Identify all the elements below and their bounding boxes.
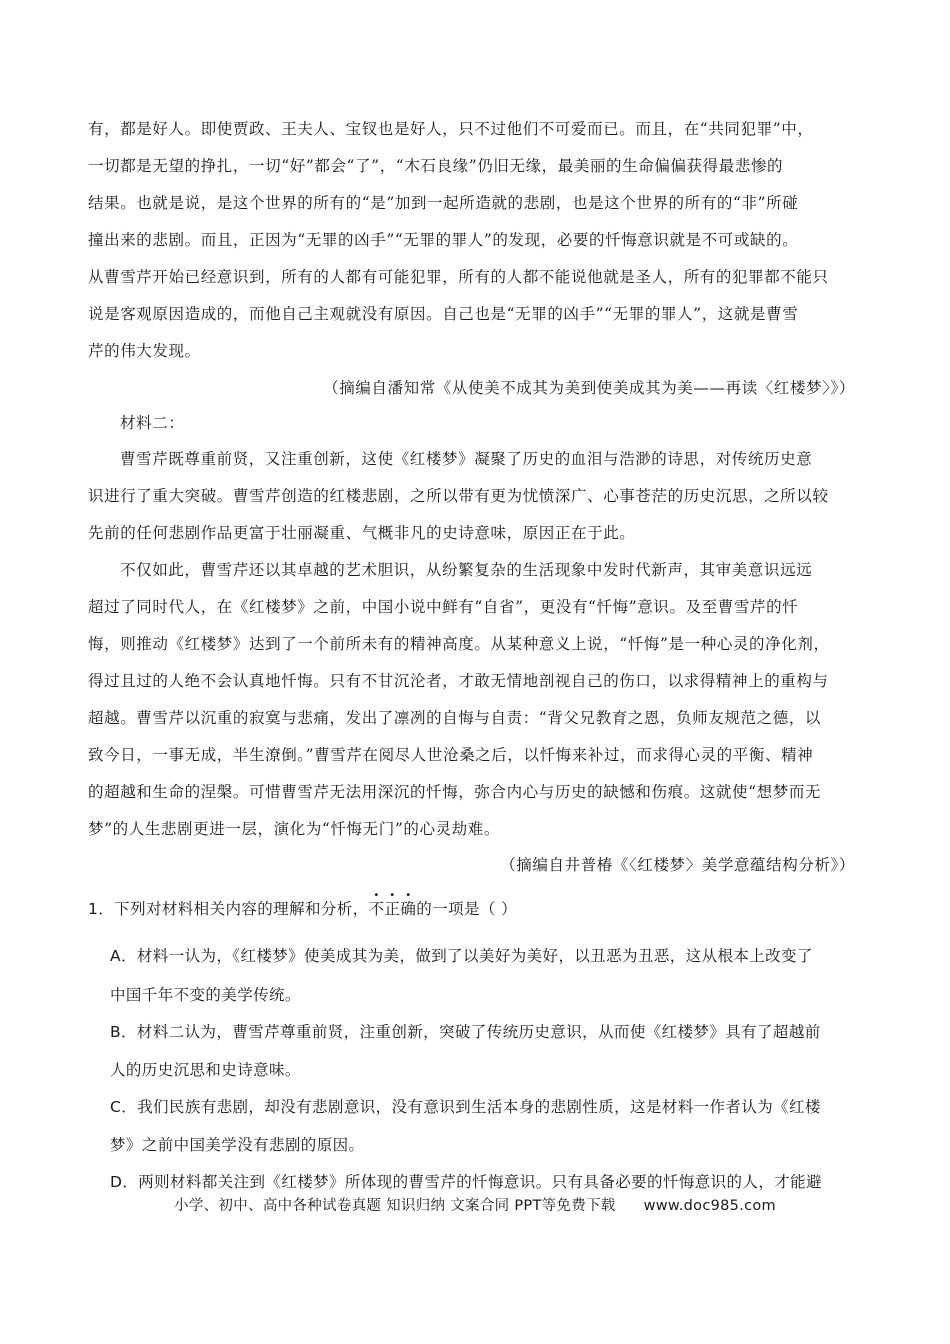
material2-line: 超越。曹雪芹以沉重的寂寞与悲痛，发出了凛冽的自悔与自责：“背父兄教育之恩，负师友规范之德，以 xyxy=(88,709,822,727)
material1-line: 说是客观原因造成的，而他自己主观就没有原因。自己也是“无罪的凶手”“无罪的罪人”，这就是曹雪 xyxy=(88,305,799,323)
option-d: D．两则材料都关注到《红楼梦》所体现的曹雪芹的忏悔意识。只有具备必要的忏悔意识的人，才能避 xyxy=(110,1173,822,1191)
option-b: B．材料二认为，曹雪芹尊重前贤，注重创新，突破了传统历史意识，从而使《红楼梦》具有了超越前 xyxy=(110,1023,821,1041)
material1-line: 撞出来的悲剧。而且，正因为“无罪的凶手”“无罪的罪人”的发现，必要的忏悔意识就是不可或缺的。 xyxy=(88,231,799,249)
material1-source: （摘编自潘知常《从使美不成其为美到使美成其为美——再读〈红楼梦〉》） xyxy=(323,379,855,397)
material2-line: 的超越和生命的涅槃。可惜曹雪芹无法用深沉的忏悔，弥合内心与历史的缺憾和伤痕。这就使“想梦而无 xyxy=(88,783,822,801)
question-stem xyxy=(88,890,518,920)
material2-line: 梦”的人生悲剧更进一层，演化为“忏悔无门”的心灵劫难。 xyxy=(88,820,500,838)
material2-line: 曹雪芹既尊重前贤，又注重创新，这使《红楼梦》凝聚了历史的血泪与浩渺的诗思，对传统历史意 xyxy=(120,450,813,468)
material2-line: 悔，则推动《红楼梦》达到了一个前所未有的精神高度。从某种意义上说，“忏悔”是一种心灵的净化剂， xyxy=(88,635,830,653)
question-suffix: 的一项是（ ） xyxy=(416,900,518,918)
material2-line: 致今日，一事无成，半生潦倒。”曹雪芹在阅尽人世沧桑之后，以忏悔来补过，而求得心灵的平衡、精神 xyxy=(88,746,814,764)
emphasis-char: • 正 xyxy=(384,890,401,918)
footer-text: 小学、初中、高中各种试卷真题 知识归纳 文案合同 PPT等免费下载 xyxy=(174,1198,616,1214)
material2-line: 不仅如此，曹雪芹还以其卓越的艺术胆识，从纷繁复杂的生活现象中发时代新声，其审美意识远远 xyxy=(120,561,813,579)
question-number: 1． xyxy=(88,900,115,918)
option-c: C．我们民族有悲剧，却没有悲剧意识，没有意识到生活本身的悲剧性质，这是材料一作者认为《红楼 xyxy=(110,1098,821,1116)
material2-line: 先前的任何悲剧作品更富于壮丽凝重、气概非凡的史诗意味，原因正在于此。 xyxy=(88,524,636,542)
emphasis-dot-icon: • xyxy=(373,890,380,901)
emphasis-dot-icon: • xyxy=(389,890,396,901)
footer-url[interactable]: www.doc985.com xyxy=(643,1198,776,1214)
material2-source: （摘编自井普椿《〈红楼梦〉美学意蕴结构分析》） xyxy=(500,856,855,874)
emphasis-dot-icon: • xyxy=(405,890,412,901)
emphasis-char: • 不 xyxy=(368,890,385,918)
material1-line: 芹的伟大发现。 xyxy=(88,342,201,360)
material1-line: 一切都是无望的挣扎，一切“好”都会“了”，“木石良缘”仍旧无缘，最美丽的生命偏偏获得最悲惨的 xyxy=(88,157,784,175)
material2-line: 超过了同时代人，在《红楼梦》之前，中国小说中鲜有“自省”，更没有“忏悔”意识。及至曹雪芹的忏 xyxy=(88,598,799,616)
option-a: A．材料一认为，《红楼梦》使美成其为美，做到了以美好为美好，以丑恶为丑恶，这从根本上改变了 xyxy=(110,947,813,965)
emphasis-char: • 确 xyxy=(400,890,417,918)
option-b-cont: 人的历史沉思和史诗意味。 xyxy=(110,1061,301,1079)
material1-line: 有，都是好人。即使贾政、王夫人、宝钗也是好人，只不过他们不可爱而已。而且，在“共同犯罪”中， xyxy=(88,120,814,138)
material2-line: 识进行了重大突破。曹雪芹创造的红楼悲剧，之所以带有更为忧愤深广、心事苍茫的历史沉思，之所以较 xyxy=(88,487,829,505)
page-footer xyxy=(0,1194,950,1215)
material2-heading: 材料二： xyxy=(120,414,185,432)
option-c-cont: 梦》之前中国美学没有悲剧的原因。 xyxy=(110,1136,365,1154)
material1-line: 结果。也就是说，是这个世界的所有的“是”加到一起所造就的悲剧，也是这个世界的所有的“非”所碰 xyxy=(88,194,799,212)
question-prefix: 下列对材料相关内容的理解和分析， xyxy=(114,900,369,918)
option-a-cont: 中国千年不变的美学传统。 xyxy=(110,986,301,1004)
material1-line: 从曹雪芹开始已经意识到，所有的人都有可能犯罪，所有的人都不能说他就是圣人，所有的犯罪都不能只 xyxy=(88,268,829,286)
material2-line: 得过且过的人绝不会认真地忏悔。只有不甘沉沦者，才敢无情地剖视自己的伤口，以求得精神上的重构与 xyxy=(88,672,829,690)
